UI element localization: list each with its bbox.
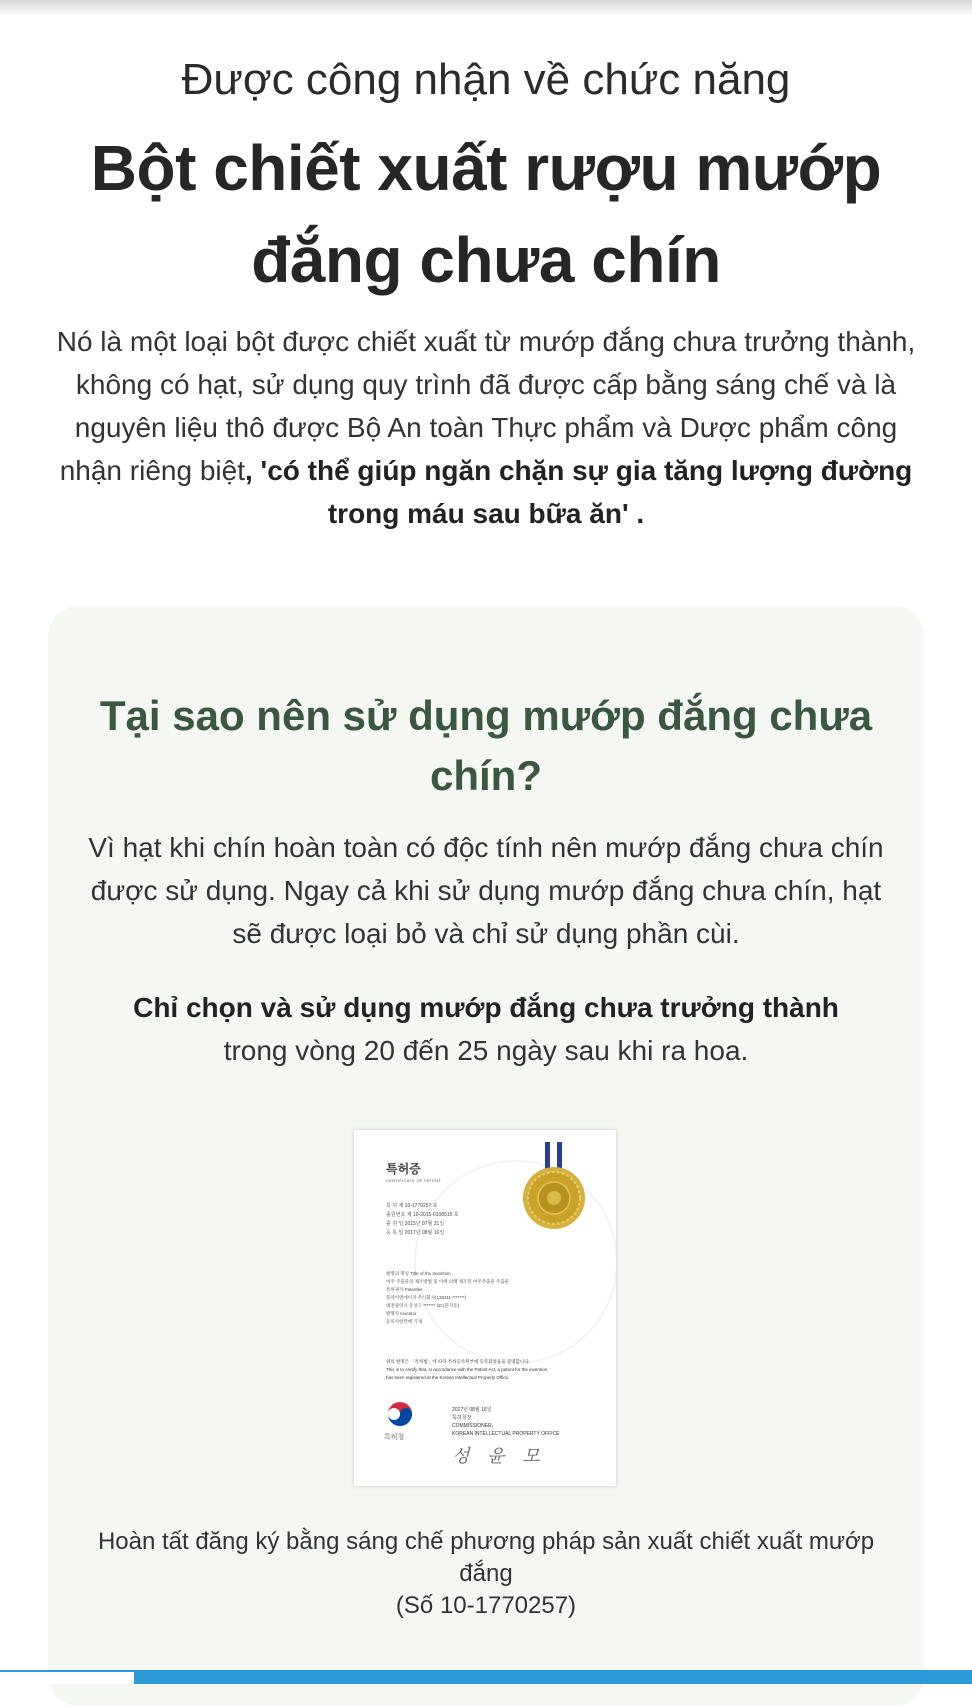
card-title: Tại sao nên sử dụng mướp đắng chưa chín? xyxy=(99,692,873,799)
card-emphasis: Chỉ chọn và sử dụng mướp đắng chưa trưởng thành xyxy=(133,992,839,1023)
intro-text: Nó là một loại bột được chiết xuất từ mướp đắng chưa trưởng thành, không có hạt, sử dụng quy trình đã được cấp bằng sáng chế và là nguyên liệu thô được Bộ An toàn Thực phẩm và Dược phẩm công nhận riêng biệt xyxy=(56,326,916,486)
office-line: COMMISSIONER, xyxy=(452,1423,494,1429)
certificate-detail: 특허권자 Patentee xyxy=(386,1287,423,1292)
card-body: Vì hạt khi chín hoàn toàn có độc tính nên mướp đắng chưa chín được sử dụng. Ngay cả khi sử dụng mướp đắng chưa chín, hạt sẽ được loại bỏ và chỉ sử dụng phần cùi. xyxy=(88,832,884,949)
certificate-detail: 대전광역시 유성구 ******* 10 (문지동) xyxy=(386,1303,460,1308)
office-line: KOREAN INTELLECTUAL PROPERTY OFFICE xyxy=(452,1431,560,1437)
info-card xyxy=(48,606,924,1706)
certificate-date: 2017년 08월 16일 xyxy=(452,1407,492,1413)
certificate-office xyxy=(452,1406,559,1438)
card-emphasis-rest: trong vòng 20 đến 25 ngày sau khi ra hoa. xyxy=(223,1035,749,1066)
certificate-statement-line: This is to certify that, in accordance with the Patent Act, a patent for the invention xyxy=(386,1367,548,1372)
caption-line: Hoàn tất đăng ký bằng sáng chế phương pháp sản xuất chiết xuất mướp đắng xyxy=(97,1528,875,1587)
bottom-bar xyxy=(0,1670,972,1684)
certificate-field: 출 원 일 2015년 07월 31일 xyxy=(386,1221,445,1227)
certificate-subheading: CERTIFICATE OF PATENT xyxy=(386,1178,442,1183)
page-subtitle: Được công nhận về chức năng xyxy=(181,55,791,104)
signature: 성 윤 모 xyxy=(452,1446,546,1467)
certificate-detail: 여주 주출물의 제조방법 및 이에 의해 제조된 여주추출물 주출물 xyxy=(386,1279,510,1284)
certificate-detail: 발명자 Inventor xyxy=(386,1311,417,1316)
kipo-logo-text: 특허청 xyxy=(384,1434,405,1441)
page-title: Bột chiết xuất rượu mướp đắng chưa chín xyxy=(90,132,882,296)
top-shadow xyxy=(0,0,972,16)
certificate-statement-line: 위의 발명은 「특허법」에 따라 특허등록원부에 등록되었음을 증명합니다. xyxy=(386,1359,530,1364)
card-emphasis-block xyxy=(88,986,884,1072)
intro-paragraph xyxy=(44,320,928,535)
bottom-tab[interactable] xyxy=(0,1672,134,1684)
patent-certificate-image xyxy=(354,1130,616,1486)
certificate-details xyxy=(386,1270,586,1326)
certificate-statement-line: has been registered at the Korean Intellectual Property Office. xyxy=(386,1375,510,1380)
certificate-detail: 등록사항란에 기재 xyxy=(386,1319,423,1324)
certificate-heading: 특허증 xyxy=(386,1162,421,1176)
certificate-field: 등 록 일 2017년 08월 16일 xyxy=(386,1230,445,1236)
certificate-statement xyxy=(386,1358,596,1382)
certificate-detail: 플라이앤에이지 주식회사(130111-*******) xyxy=(386,1295,467,1300)
office-line: 특허청장 xyxy=(452,1415,472,1421)
certificate-detail: 발명의 명칭 Title of the Invention xyxy=(386,1271,451,1276)
certificate-field: 특 허 제 10-1770257 호 xyxy=(386,1203,438,1209)
certificate-caption xyxy=(88,1526,884,1622)
caption-patent-number: (Số 10-1770257) xyxy=(395,1592,577,1619)
certificate-fields xyxy=(386,1202,516,1238)
certificate-field: 출원번호 제 10-2015-0108515 호 xyxy=(386,1212,459,1218)
gold-seal-icon xyxy=(522,1166,586,1230)
intro-emphasis: , 'có thể giúp ngăn chặn sự gia tăng lượng đường trong máu sau bữa ăn' . xyxy=(244,455,913,529)
kipo-logo-icon xyxy=(386,1400,414,1428)
